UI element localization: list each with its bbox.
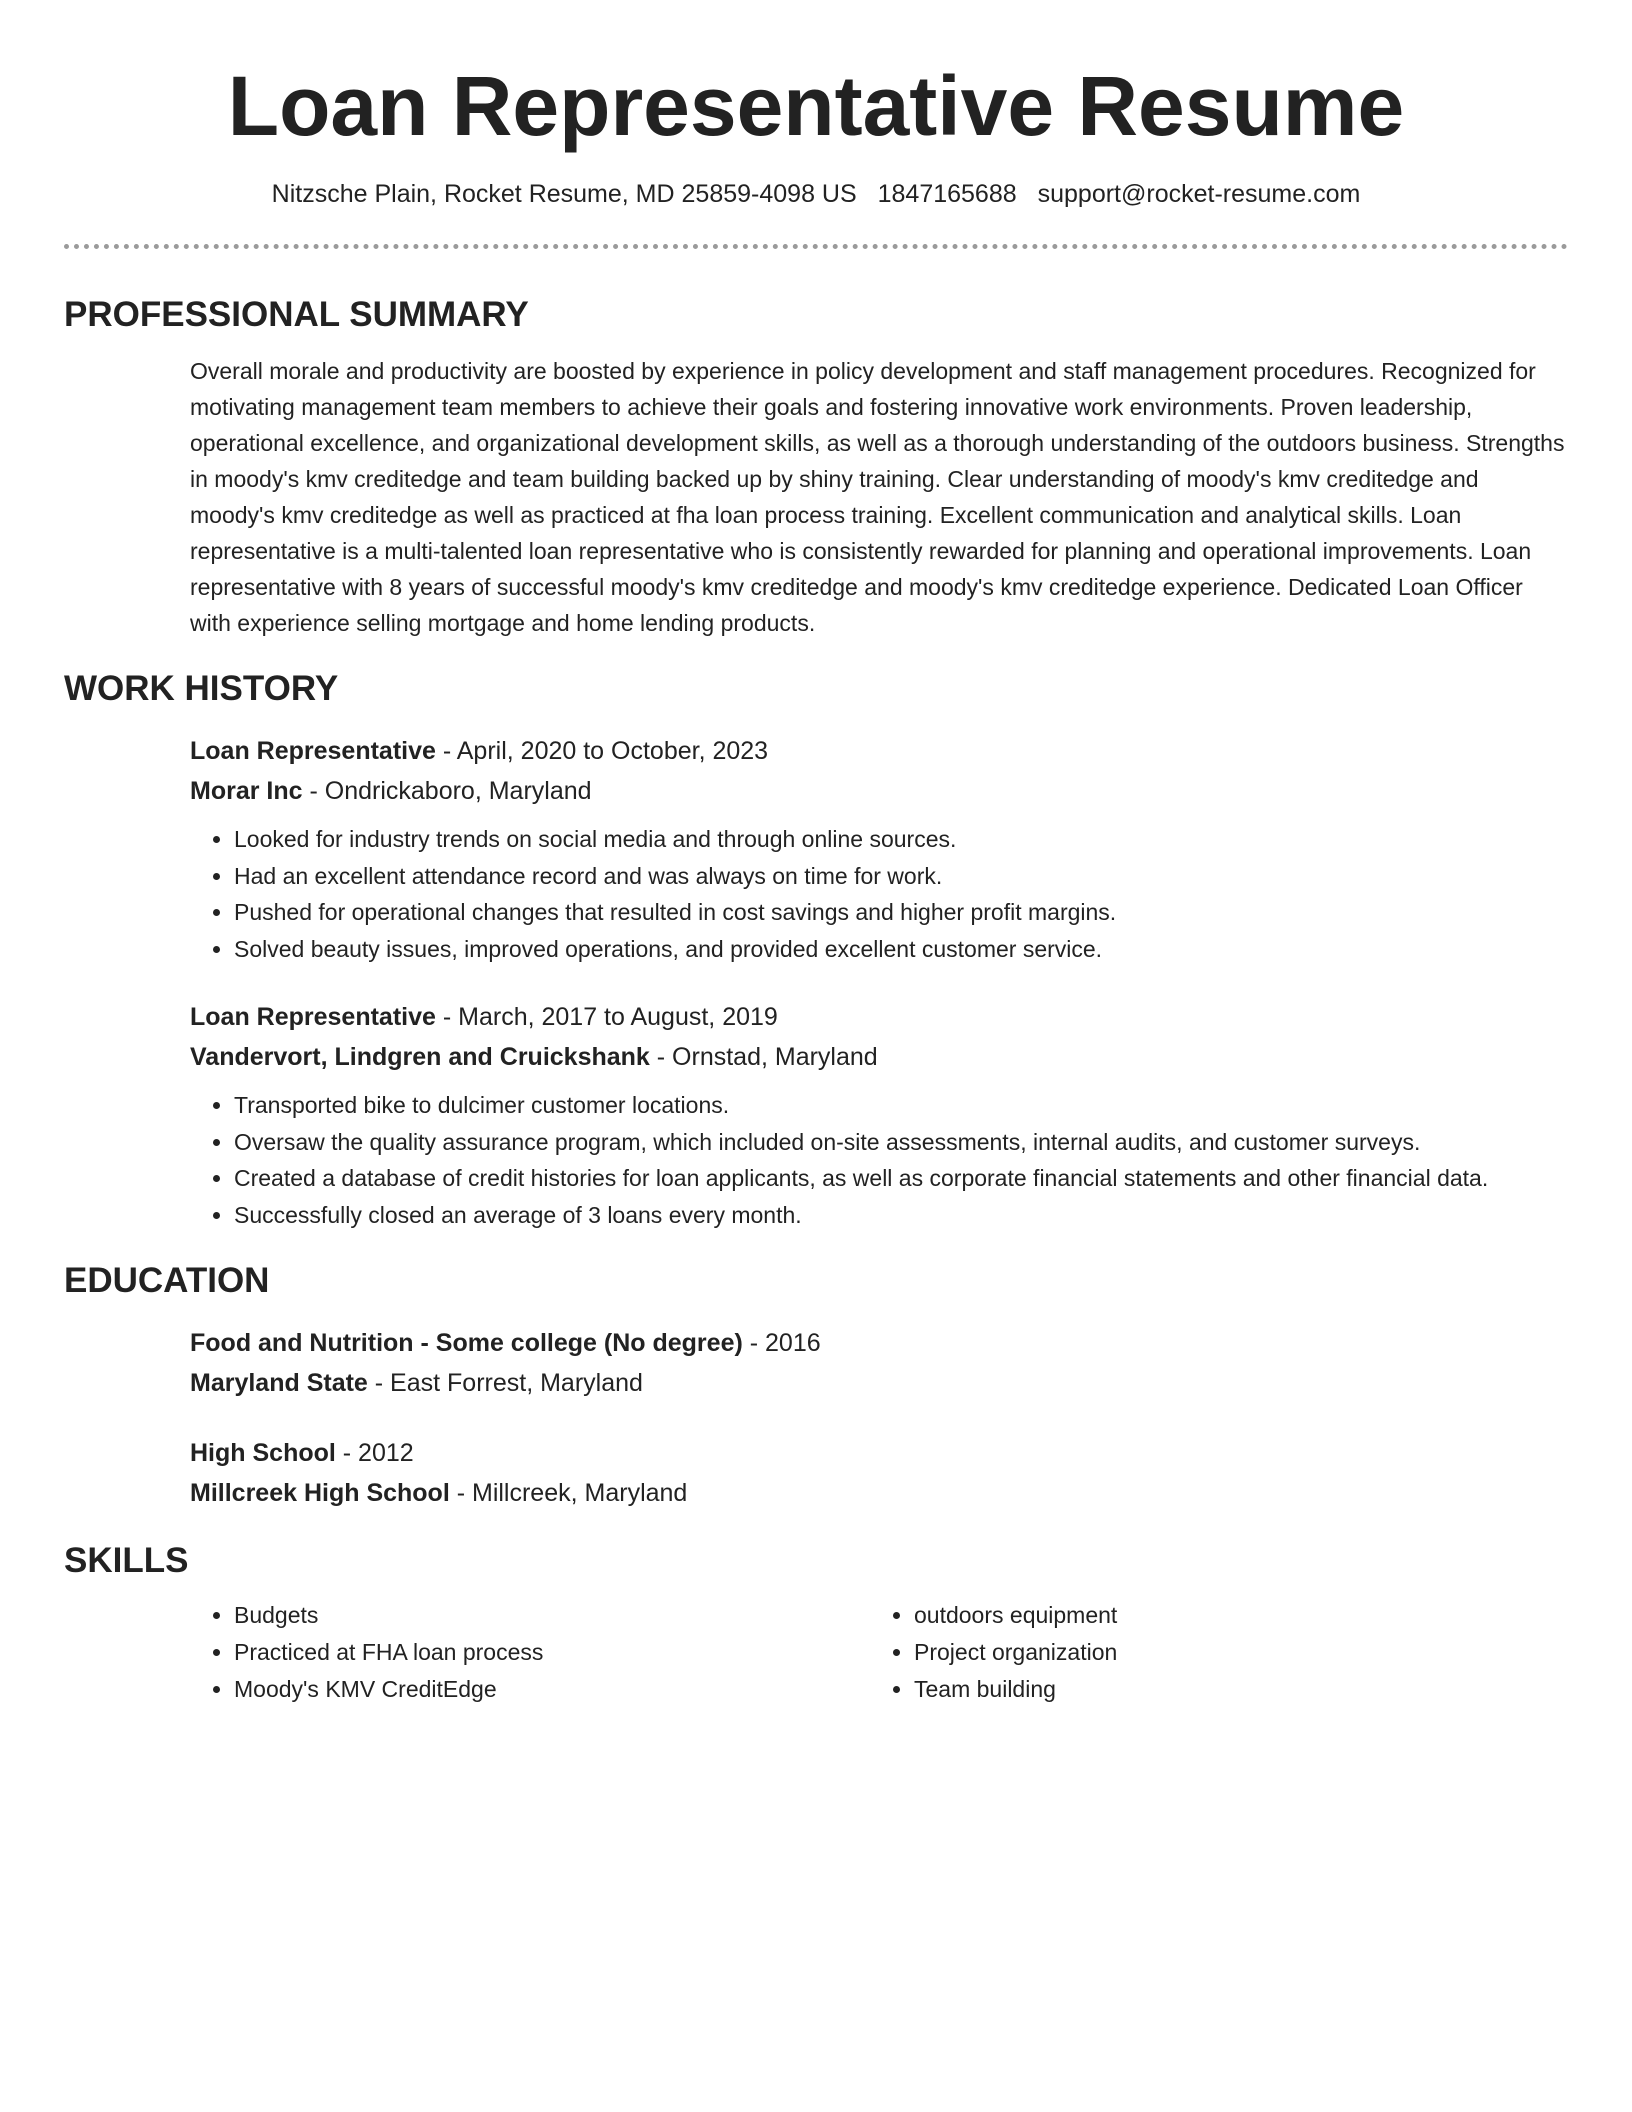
list-item: • Successfully closed an average of 3 loans every month.	[234, 1197, 1568, 1234]
job-entry	[190, 997, 1568, 1233]
list-item: • Solved beauty issues, improved operations, and provided excellent customer service.	[234, 931, 1568, 968]
job-bullets	[190, 1087, 1568, 1233]
list-item: • Team building	[914, 1671, 1550, 1708]
resume-title: Loan Representative Resume	[227, 59, 1405, 153]
education-entry	[190, 1323, 1568, 1403]
job-title-line	[190, 997, 1568, 1037]
job-location: - Ondrickaboro, Maryland	[302, 777, 592, 805]
skills-heading: SKILLS	[64, 1541, 189, 1580]
education-degree: Food and Nutrition - Some college (No degree)	[190, 1329, 743, 1357]
job-entry	[190, 731, 1568, 967]
contact-address: Nitzsche Plain, Rocket Resume, MD 25859-4098 US	[271, 180, 857, 208]
education-year: - 2012	[335, 1439, 414, 1467]
education-school: Maryland State	[190, 1369, 368, 1397]
header-divider	[64, 244, 1568, 249]
job-location: - Ornstad, Maryland	[649, 1043, 878, 1071]
contact-line	[64, 178, 1568, 210]
education-entry	[190, 1433, 1568, 1513]
job-role: Loan Representative	[190, 1003, 436, 1031]
summary-heading: PROFESSIONAL SUMMARY	[64, 295, 529, 334]
education-year: - 2016	[742, 1329, 821, 1357]
education-location: - East Forrest, Maryland	[367, 1369, 643, 1397]
list-item: • Project organization	[914, 1634, 1550, 1671]
education-degree-line	[190, 1323, 1568, 1363]
list-item: • Transported bike to dulcimer customer locations.	[234, 1087, 1568, 1124]
education-degree-line	[190, 1433, 1568, 1473]
list-item: • Oversaw the quality assurance program, which included on-site assessments, internal audits, and customer surveys.	[234, 1124, 1568, 1161]
job-company: Morar Inc	[190, 777, 303, 805]
list-item: • Had an excellent attendance record and was always on time for work.	[234, 858, 1568, 895]
job-company-line	[190, 1037, 1568, 1077]
list-item: • Pushed for operational changes that resulted in cost savings and higher profit margins.	[234, 894, 1568, 931]
list-item: • Looked for industry trends on social media and through online sources.	[234, 821, 1568, 858]
job-bullets	[190, 821, 1568, 967]
job-dates: - April, 2020 to October, 2023	[435, 737, 769, 765]
education-heading: EDUCATION	[64, 1261, 270, 1300]
contact-phone: 1847165688	[877, 180, 1017, 208]
education-school: Millcreek High School	[190, 1479, 450, 1507]
list-item: • outdoors equipment	[914, 1597, 1550, 1634]
job-dates: - March, 2017 to August, 2019	[435, 1003, 778, 1031]
education-school-line	[190, 1473, 1568, 1513]
education-degree: High School	[190, 1439, 336, 1467]
work-history-heading: WORK HISTORY	[64, 669, 339, 708]
job-title-line	[190, 731, 1568, 771]
job-company-line	[190, 771, 1568, 811]
education-location: - Millcreek, Maryland	[449, 1479, 688, 1507]
summary-text: Overall morale and productivity are boosted by experience in policy development and staff management procedures. Recognized for motivating management team members to achieve their goals and fostering innovative work environments. Proven leadership, operational excellence, and organizational development skills, as well as a thorough understanding of the outdoors business. Strengths in moody's kmv creditedge and team building backed up by shiny training. Clear understanding of moody's kmv creditedge and moody's kmv creditedge as well as practiced at fha loan process training. Excellent communication and analytical skills. Loan representative is a multi-talented loan representative who is consistently rewarded for planning and operational improvements. Loan representative with 8 years of successful moody's kmv creditedge and moody's kmv creditedge experience. Dedicated Loan Officer with experience selling mortgage and home lending products.	[190, 358, 1565, 636]
list-item: • Created a database of credit histories for loan applicants, as well as corporate financial statements and other financial data.	[234, 1160, 1568, 1197]
skills-column-left	[190, 1597, 870, 1708]
resume-page	[64, 0, 1568, 1708]
summary-block	[190, 353, 1568, 641]
contact-email: support@rocket-resume.com	[1037, 180, 1361, 208]
list-item: • Practiced at FHA loan process	[234, 1634, 870, 1671]
job-role: Loan Representative	[190, 737, 436, 765]
skills-list	[190, 1597, 1568, 1708]
list-item: • Budgets	[234, 1597, 870, 1634]
skills-column-right	[870, 1597, 1550, 1708]
education-school-line	[190, 1363, 1568, 1403]
list-item: • Moody's KMV CreditEdge	[234, 1671, 870, 1708]
job-company: Vandervort, Lindgren and Cruickshank	[190, 1043, 650, 1071]
